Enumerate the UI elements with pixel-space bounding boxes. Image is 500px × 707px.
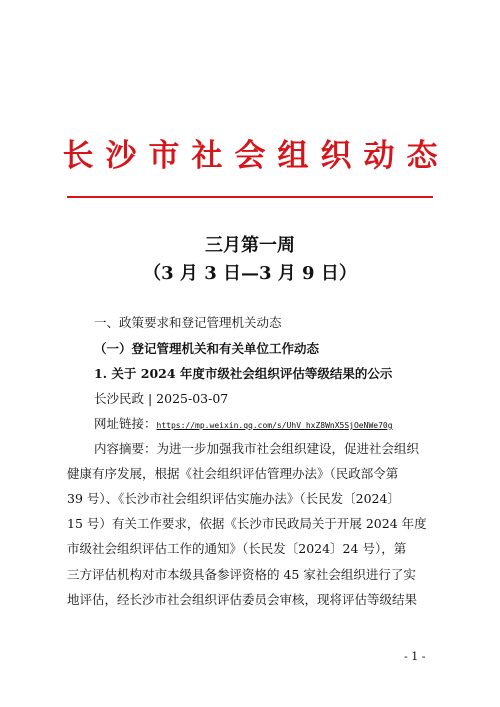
section-heading: 一、政策要求和登记管理机关动态 (94, 315, 282, 330)
article-url-label: 网址链接： (94, 416, 157, 431)
body-line: 地评估，经长沙市社会组织评估委员会审核，现将评估等级结果 (67, 592, 418, 607)
issue-date-range: （3 月 3 日—3 月 9 日） (143, 263, 357, 284)
masthead-divider (67, 196, 433, 198)
article-title: 1. 关于 2024 年度市级社会组织评估等级结果的公示 (94, 366, 393, 381)
issue-week-title: 三月第一周 (205, 235, 295, 256)
page-number: - 1 - (404, 650, 426, 663)
article-source: 长沙民政 | 2025-03-07 (94, 391, 229, 406)
body-line: 健康有序发展，根据《社会组织评估管理办法》（民政部令第 (67, 466, 399, 481)
body-line: 39 号）、《长沙市社会组织评估实施办法》（长民发〔2024〕 (67, 491, 400, 506)
body-line: 15 号）有关工作要求，依据《长沙市民政局关于开展 2024 年度 (67, 516, 427, 531)
masthead-title: 长沙市社会组织动态 (62, 138, 450, 174)
section-subheading: （一）登记管理机关和有关单位工作动态 (94, 341, 320, 356)
body-line: 内容摘要：为进一步加强我市社会组织建设，促进社会组织 (94, 441, 420, 456)
body-line: 市级社会组织评估工作的通知》（长民发〔2024〕24 号），第 (67, 541, 407, 556)
article-url-row (94, 416, 393, 434)
article-url-link[interactable]: https://mp.weixin.qq.com/s/UhV_hxZ8WnX5SjOeNWe70g (156, 421, 393, 430)
body-line: 三方评估机构对市本级具备参评资格的 45 家社会组织进行了实 (67, 567, 416, 582)
